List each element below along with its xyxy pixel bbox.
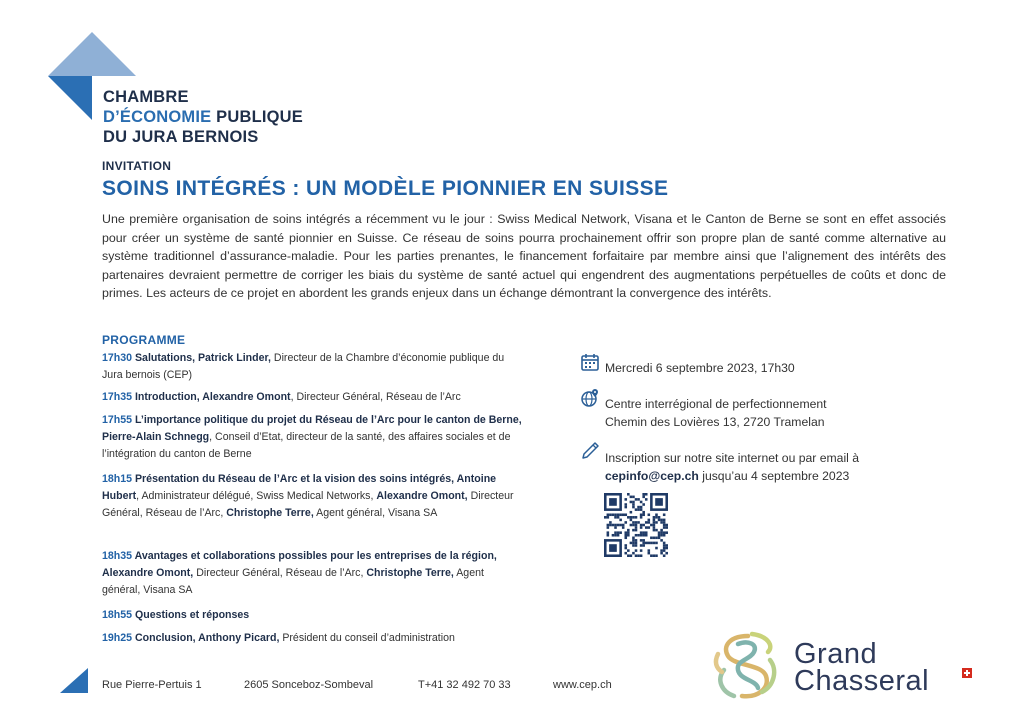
footer-city: 2605 Sonceboz-Sombeval xyxy=(244,679,374,691)
event-venue: Centre interrégional de perfectionnement Chemin des Lovières 13, 2720 Tramelan xyxy=(605,397,827,429)
grand-chasseral-wordmark: Grand Chasseral xyxy=(794,638,930,697)
swiss-flag-icon xyxy=(962,668,972,678)
programme-item: 18h35 Avantages et collaborations possibles pour les entreprises de la région, Alexandre Omont, Directeur Général, Réseau de l’Arc, Christophe Terre, Agent général, Visana SA xyxy=(102,550,497,597)
org-name-line2: D’ÉCONOMIE PUBLIQUE xyxy=(103,108,303,126)
programme-item: 17h55 L’importance politique du projet du Réseau de l’Arc pour le canton de Berne, Pierre-Alain Schnegg, Conseil d’Etat, directeur de la santé, des affaires sociales et de l’intégration du canton de Berne xyxy=(102,414,522,461)
invitation-label: INVITATION xyxy=(102,159,172,173)
programme-item: 18h15 Présentation du Réseau de l’Arc et la vision des soins intégrés, Antoine Hubert, Administrateur délégué, Swiss Medical Networks, Alexandre Omont, Directeur Général, Réseau de l’Arc, Christophe Terre, Agent général, Visana SA xyxy=(102,473,514,520)
pen-icon xyxy=(580,441,600,461)
footer-website[interactable]: www.cep.ch xyxy=(553,679,612,691)
page-title: SOINS INTÉGRÉS : UN MODÈLE PIONNIER EN SUISSE xyxy=(102,177,669,200)
grand-chasseral-logo-icon xyxy=(708,630,788,704)
organization-name xyxy=(103,87,303,147)
intro-paragraph: Une première organisation de soins intégrés a récemment vu le jour : Swiss Medical Network, Visana et le Canton de Berne se sont en effet associés pour créer un système de santé pionnier en Suisse. Ce réseau de soins pourra prochainement offrir son propre plan de santé comme alternative au système traditionnel d’assurance-maladie. Pour les parties prenantes, le financement forfaitaire par membre ainsi que l’alignement des intérêts des partenaires devraient permettre de corriger les biais du système de santé actuel qui engendrent des augmentations perpétuelles de coûts et donc de primes. Les acteurs de ce projet en abordent les grands enjeux dans un échange démontrant la convergence des intérêts. xyxy=(102,212,946,301)
programme-heading: PROGRAMME xyxy=(102,333,186,347)
email-link[interactable]: cepinfo@cep.ch xyxy=(605,469,699,483)
inscription-info: Inscription sur notre site internet ou par email à cepinfo@cep.ch jusqu’au 4 septembre 2023 xyxy=(605,451,860,483)
event-date: Mercredi 6 septembre 2023, 17h30 xyxy=(605,361,795,375)
calendar-icon xyxy=(580,352,600,372)
globe-location-icon xyxy=(580,388,600,408)
programme-item: 18h55 Questions et réponses xyxy=(102,609,250,621)
footer-logo-icon xyxy=(60,668,88,693)
org-name-line3: DU JURA BERNOIS xyxy=(103,128,259,146)
qr-code[interactable] xyxy=(604,493,668,557)
footer-phone: T+41 32 492 70 33 xyxy=(418,679,511,691)
programme-item: 17h30 Salutations, Patrick Linder, Directeur de la Chambre d’économie publique du Jura bernois (CEP) xyxy=(102,352,505,382)
footer-address: Rue Pierre-Pertuis 1 xyxy=(102,679,202,691)
programme-item: 17h35 Introduction, Alexandre Omont, Directeur Général, Réseau de l’Arc xyxy=(102,391,461,403)
programme-item: 19h25 Conclusion, Anthony Picard, Président du conseil d’administration xyxy=(102,632,455,644)
org-name-line1: CHAMBRE xyxy=(103,88,189,106)
